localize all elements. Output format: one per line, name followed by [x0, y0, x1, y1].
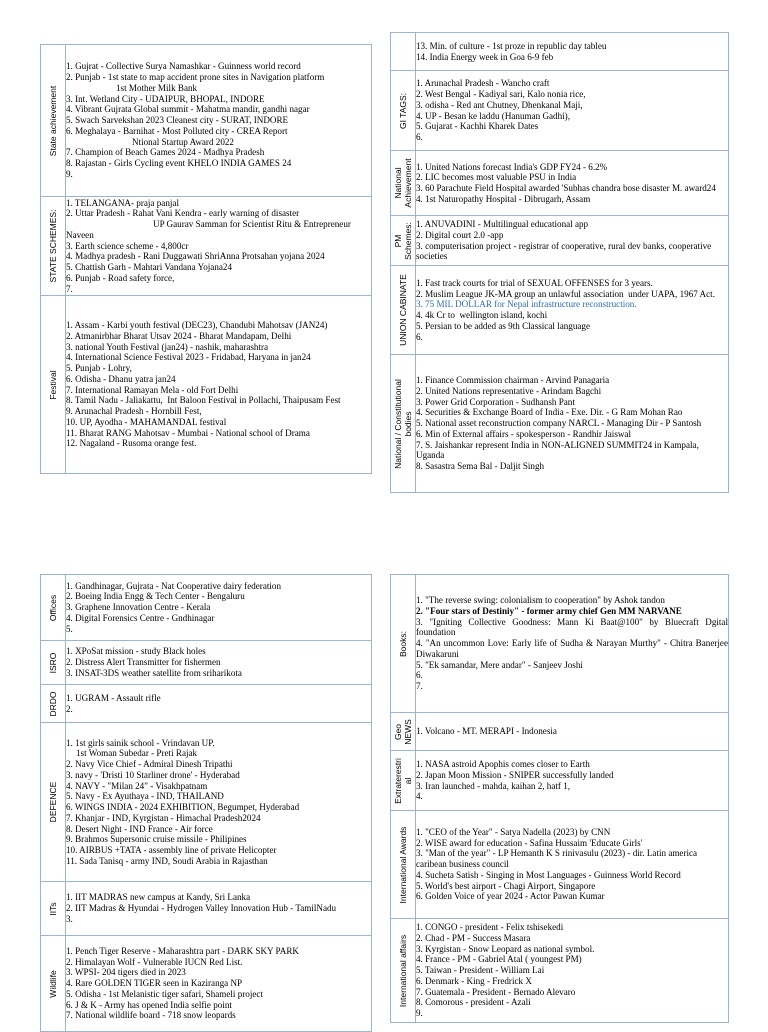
section-constitutional-bodies	[391, 355, 729, 493]
list-item: 7. International Ramayan Mela - old Fort Delhi	[66, 384, 239, 395]
list-item: 3. "Igniting Collective Goodness: Mann Ki Baat@100" by Bluecraft Dgital foundation	[416, 616, 731, 638]
section-content	[66, 45, 372, 197]
list-item: 4. Sucheta Satish - Singing in Most Languages - Guinness World Record	[416, 869, 681, 880]
list-item: 7. Guatemala - President - Bernado Alevaro	[416, 986, 576, 997]
section-isro	[41, 641, 372, 685]
section-label: Festival	[41, 296, 66, 474]
list-item: 8. Rajastan - Girls Cycling event KHELO INDIA GAMES 24	[66, 158, 292, 169]
list-item: 5. Taiwan - President - William Lai	[416, 965, 545, 976]
section-label: Offices	[41, 575, 66, 641]
list-item: 3. Graphene Innovation Centre - Kerala	[66, 602, 211, 613]
section-geo-news	[391, 713, 729, 751]
list-item: 7. S. Jaishankar represent India in NON-ALIGNED SUMMIT24 in Kampala, Uganda	[416, 439, 702, 461]
list-item: 1. "The reverse swing: colonialism to cooperation" by Ashok tandon	[416, 595, 665, 606]
list-item: 5. "Ek samandar, Mere andar" - Sanjeev Joshi	[416, 659, 583, 670]
list-item: 7.	[416, 681, 423, 692]
list-item: 7. Champion of Beach Games 2024 - Madhya Pradesh	[66, 147, 265, 158]
section-content	[416, 216, 729, 266]
list-item: 5. World's best airport - Chagi Airport, Singapore	[416, 880, 596, 891]
list-item: 1. Gandhinagar, Gujrata - Nat Cooperative dairy federation	[66, 580, 282, 591]
list-item: 2. WISE award for education - Safina Hussaim 'Educate Girls'	[416, 837, 643, 848]
list-item: 3. WPSI- 204 tigers died in 2023	[66, 967, 186, 978]
list-item: 5. Chattish Garh - Mahtari Vandana Yojana24	[66, 262, 233, 273]
list-item: 1. UGRAM - Assault rifle	[66, 692, 161, 703]
list-item: 3. national Youth Festival (jan24) - nashik, maharashtra	[66, 341, 269, 352]
section-label: DEFENCE	[41, 723, 66, 882]
list-item: 2. Atmanirbhar Bharat Utsav 2024 - Bharat Mandapam, Delhi	[66, 330, 292, 341]
list-item: 6. WINGS INDIA - 2024 EXHIBITION, Begumpet, Hyderabad	[66, 802, 300, 812]
list-item: 4. Vibrant Gujrata Global summit - Mahatma mandir, gandhi nagar	[66, 104, 310, 115]
section-national-achievement	[391, 151, 729, 216]
list-item: 2. Muslim League JK-MA group an unlawful association under UAPA, 1967 Act.	[416, 288, 715, 299]
list-item: 6. Punjab - Road safety force,	[66, 272, 175, 283]
section-extraterrestrial	[391, 751, 729, 811]
section-state-schemes	[41, 197, 372, 296]
list-item: 3. navy - 'Dristi 10 Starliner drone' - Hyderabad	[66, 769, 240, 780]
list-item: 2. "Four stars of Destiniy" - former army chief Gen MM NARVANE	[416, 605, 682, 616]
section-label: Geo NEWS	[391, 713, 416, 751]
section-content	[416, 811, 729, 919]
section-content	[66, 882, 372, 936]
list-item: 8. Tamil Nadu - Jaliakattu, Int Baloon Festival in Pollachi, Thaipusam Fest	[66, 395, 341, 406]
list-item: 6. Golden Voice of year 2024 - Actor Pawan Kumar	[416, 891, 605, 902]
list-item: 9.	[416, 1008, 423, 1019]
list-item: 3. odisha - Red ant Chutney, Dhenkanal Maji,	[416, 99, 583, 110]
list-item: 3. INSAT-3DS weather satellite from sriharikota	[66, 667, 242, 678]
list-item: 6. Denmark - King - Fredrick X	[416, 975, 532, 986]
list-item: 1. Pench Tiger Reserve - Maharashtra part - DARK SKY PARK	[66, 945, 299, 956]
section-content	[66, 197, 372, 296]
national-news-table	[390, 32, 729, 493]
list-item: 6. J & K - Army has opened India selfie point	[66, 999, 232, 1010]
list-item: 2. Chad - PM - Success Masara	[416, 932, 531, 943]
list-item: 5. Navy - Ex Ayuthaya - IND, THAILAND	[66, 791, 224, 802]
section-content	[66, 296, 372, 474]
list-item: 2. Distress Alert Transmitter for fishermen	[66, 657, 221, 668]
list-item: 5. Gujarat - Kachhi Kharek Dates	[416, 121, 539, 132]
section-pm-schemes	[391, 216, 729, 266]
section-content	[66, 641, 372, 685]
list-item: 9. Arunachal Pradesh - Hornbill Fest,	[66, 406, 202, 416]
list-item: 1. TELANGANA- praja panjal	[66, 197, 179, 208]
section-content	[416, 71, 729, 151]
list-item: 3. computerisation project - registrar of cooperative, rural dev banks, cooperative societies	[416, 240, 714, 262]
list-item: 1. Assam - Karbi youth festival (DEC23), Chandubi Mahotsav (JAN24)	[66, 320, 328, 330]
list-item: 4. Digital Forensics Centre - Gndhinagar	[66, 612, 215, 623]
section-content	[66, 723, 372, 882]
list-item: 5.	[66, 623, 73, 634]
list-item: 3. "Man of the year" - LP Hemanth K S rinivasulu (2023) - dir. Latin america caribean business council	[416, 848, 700, 870]
list-item: 1. United Nations forecast India's GDP FY24 - 6.2%	[416, 161, 608, 172]
list-item: 1. NASA astroid Apophis comes closer to Earth	[416, 759, 590, 769]
list-item: 6.	[416, 331, 423, 342]
section-content	[416, 266, 729, 355]
list-item: 3. Power Grid Corporation - Sudhansh Pant	[416, 396, 575, 407]
section-content	[66, 575, 372, 641]
list-item: 2. Uttar Pradesh - Rahat Vani Kendra - early warning of disaster	[66, 208, 300, 219]
list-item: 1st Woman Subedar - Preti Rajak	[76, 748, 198, 759]
list-item: 4. NAVY - "Milan 24" - Visakhpatnam	[66, 780, 208, 791]
list-item: 2. IIT Madras & Hyundai - Hydrogen Valley Innovation Hub - TamilNadu	[66, 903, 337, 914]
list-item: 9.	[66, 168, 73, 179]
section-content	[416, 151, 729, 216]
list-item: 1. Fast track courts for trial of SEXUAL OFFENSES for 3 years.	[416, 277, 653, 288]
section-label: National / Constitutional bodies	[391, 355, 416, 493]
list-item: 5. National asset reconstruction company NARCL - Managing Dir - P Santosh	[416, 418, 702, 429]
list-item: 1. Gujrat - Collective Surya Namashkar - Guinness world record	[66, 61, 301, 72]
list-item: 3. Iran launched - mahda, kaihan 2, hatf 1,	[416, 780, 571, 791]
list-item: 3. Kyrgistan - Snow Leopard as national symbol.	[416, 943, 595, 954]
list-item: 4. France - PM - Gabriel Atal ( youngest PM)	[416, 954, 582, 965]
section-gi-tags	[391, 71, 729, 151]
list-item: 1st Mother Milk Bank	[116, 82, 198, 93]
list-item: 1. IIT MADRAS new campus at Kandy, Sri Lanka	[66, 892, 251, 903]
list-item: 1. ANUVADINI - Multilingual educational app	[416, 219, 589, 229]
list-item: 4. UP - Besan ke laddu (Hanuman Gadhi),	[416, 110, 570, 121]
section-label: PM Schemes:	[391, 216, 416, 266]
list-item: 4. "An uncommon Love: Early life of Sudha & Narayan Murthy" - Chitra Banerjee Diwakaruni	[416, 638, 731, 659]
list-item: 2.	[66, 703, 73, 714]
list-item: 3.	[66, 913, 73, 924]
section-union-cabinet	[391, 266, 729, 355]
list-item: UP Gaurav Samman for Scientist Ritu & Entrepreneur Naveen	[66, 219, 354, 240]
section-offices	[41, 575, 372, 641]
list-item: 2. Punjab - 1st state to map accident prone sites in Navigation platform	[66, 72, 325, 83]
list-item: 13. Min. of culture - 1st proze in republic day tableu	[416, 40, 607, 51]
list-item: 14. India Energy week in Goa 6-9 feb	[416, 51, 554, 62]
section-drdo	[41, 685, 372, 723]
list-item: 4. Madhya pradesh - Rani Duggawati ShriAnna Protsahan yojana 2024	[66, 251, 325, 262]
list-item: 4. 1st Naturopathy Hospital - Dibrugarh, Assam	[416, 193, 591, 204]
list-item: 12. Nagaland - Rusoma orange fest.	[66, 438, 197, 449]
list-item: 1. XPoSat mission - study Black holes	[66, 646, 206, 657]
section-content	[416, 713, 729, 751]
list-item: 2. Himalayan Wolf - Vulnerable IUCN Red List.	[66, 956, 243, 967]
section-content	[416, 751, 729, 811]
list-item: 1. Volcano - MT. MERAPI - Indonesia	[416, 726, 557, 737]
list-item: 4.	[416, 791, 423, 802]
list-item: 7. Khanjar - IND, Kyrgistan - Himachal Pradesh2024	[66, 812, 261, 823]
list-item: 9. Brahmos Supersonic cruise missile - Philipines	[66, 834, 247, 845]
list-item: 8. Sasastra Sema Bal - Daljit Singh	[416, 461, 545, 472]
section-continued	[391, 33, 729, 71]
list-item: 8. Desert Night - IND France - Air force	[66, 823, 213, 834]
section-label: STATE SCHEMES:	[41, 197, 66, 296]
list-item: 1. Finance Commission chairman - Arvind Panagaria	[416, 375, 610, 386]
list-item: 7. National wildlife board - 718 snow leopards	[66, 1010, 236, 1021]
section-label: IITs	[41, 882, 66, 936]
list-item: 5. Swach Sarvekshan 2023 Cleanest city - SURAT, INDORE	[66, 115, 289, 126]
list-item: 3. Earth science scheme - 4,800cr	[66, 240, 189, 251]
list-item: 11. Bharat RANG Mahotsav - Mumbai - National school of Drama	[66, 427, 310, 438]
list-item: 1. Arunachal Pradesh - Wancho craft	[416, 78, 550, 89]
list-item: 2. LIC becomes most valuable PSU in India	[416, 172, 577, 183]
list-item: 4. Securities & Exchange Board of India - Exe. Dir. - G Ram Mohan Rao	[416, 407, 683, 418]
list-item: 4. International Science Festival 2023 - Fridabad, Haryana in jan24	[66, 352, 311, 363]
list-item: 8. Comorous - president - Azali	[416, 997, 531, 1008]
list-item: 1. 1st girls sainik school - Vrindavan UP.	[66, 737, 215, 748]
section-label: State achievement	[41, 45, 66, 197]
section-wildlife	[41, 936, 372, 1032]
list-item: 4. 4k Cr to wellington island, kochi	[416, 310, 548, 320]
list-item: 11. Sada Tanisq - army IND, Soudi Arabia in Rajasthan	[66, 855, 268, 866]
section-international-affairs	[391, 919, 729, 1023]
section-label: UNION CABINATE	[391, 266, 416, 355]
section-label: DRDO	[41, 685, 66, 723]
section-label: National Achievement	[391, 151, 416, 216]
section-books	[391, 575, 729, 713]
section-defence	[41, 723, 372, 882]
list-item: 3. 75 MIL DOLLAR for Nepal infrastructure reconstruction.	[416, 299, 637, 310]
section-iits	[41, 882, 372, 936]
section-label: Extraterestri al	[391, 751, 416, 811]
section-content	[66, 936, 372, 1032]
section-international-awards	[391, 811, 729, 919]
section-content	[416, 355, 729, 493]
list-item: 6. Meghalaya - Barnihat - Most Polluted city - CREA Report	[66, 125, 288, 136]
section-label: Books:	[391, 575, 416, 713]
section-content	[416, 33, 729, 71]
list-item: 6.	[416, 670, 423, 681]
list-item: 10. AIRBUS +TATA - assembly line of private Helicopter	[66, 845, 277, 855]
section-label: Wildlife	[41, 936, 66, 1032]
list-item: 1. CONGO - president - Felix tshisekedi	[416, 922, 564, 933]
section-content	[66, 685, 372, 723]
section-label: ISRO	[41, 641, 66, 685]
list-item: 1. "CEO of the Year" - Satya Nadella (2023) by CNN	[416, 826, 611, 837]
list-item: Ntional Startup Award 2022	[132, 136, 234, 147]
list-item: 3. 60 Parachute Field Hospital awarded 'Subhas chandra bose disaster M. award24	[416, 183, 716, 193]
section-content	[416, 575, 729, 713]
list-item: 2. Digital court 2.0 -app	[416, 229, 504, 240]
list-item: 5. Persian to be added as 9th Classical language	[416, 320, 590, 331]
section-label: International Awards	[391, 811, 416, 919]
list-item: 3. Int. Wetland City - UDAIPUR, BHOPAL, INDORE	[66, 93, 265, 104]
list-item: 6. Min of External affairs - spokesperson - Randhir Jaiswal	[416, 428, 631, 439]
list-item: 10. UP, Ayodha - MAHAMANDAL festival	[66, 416, 227, 427]
list-item: 6.	[416, 132, 423, 142]
list-item: 2. Navy Vice Chief - Admiral Dinesh Tripathi	[66, 759, 233, 769]
list-item: 2. Japan Moon Mission - SNIPER successfully landed	[416, 769, 614, 780]
list-item: 2. United Nations representative - Arindam Bagchi	[416, 385, 602, 396]
list-item: 2. Boeing India Engg & Tech Center - Bengaluru	[66, 591, 245, 602]
list-item: 5. Odisha - 1st Melanistic tiger safari, Shameli project	[66, 988, 263, 999]
list-item: 4. Rare GOLDEN TIGER seen in Kaziranga NP	[66, 978, 243, 989]
list-item: 2. West Bengal - Kadiyal sari, Kalo nonia rice,	[416, 89, 586, 99]
list-item: 5. Punjab - Lohry,	[66, 363, 132, 373]
state-news-table	[40, 44, 372, 474]
list-item: 6. Odisha - Dhanu yatra jan24	[66, 373, 176, 384]
section-label: GI TAGS:	[391, 71, 416, 151]
section-label	[391, 33, 416, 71]
section-content	[416, 919, 729, 1023]
section-label: International affairs	[391, 919, 416, 1023]
section-festival	[41, 296, 372, 474]
international-news-table	[390, 574, 729, 1023]
science-defence-table	[40, 574, 372, 1032]
list-item: 7.	[66, 283, 73, 294]
section-state-achievement	[41, 45, 372, 197]
